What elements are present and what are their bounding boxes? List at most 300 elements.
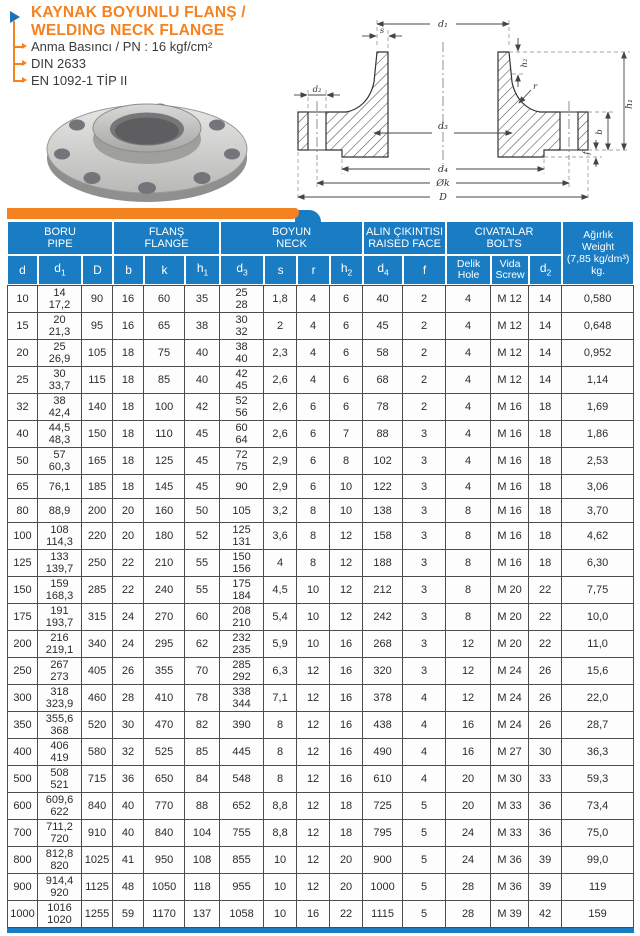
cell-line: 292	[232, 671, 251, 683]
cell-line: 1016	[47, 902, 72, 914]
cell-f: 2	[403, 367, 446, 394]
cell-k: 60	[144, 285, 185, 313]
col-header-h2	[330, 255, 363, 285]
cell-k: 270	[144, 604, 185, 631]
col-label: Delik	[456, 257, 481, 270]
cell-d3	[220, 367, 264, 394]
col-label-subscript: 2	[347, 267, 353, 278]
cell-d2: 14	[529, 313, 562, 340]
cell-delik-hole: 28	[446, 874, 491, 901]
cell-r: 4	[297, 285, 330, 313]
cell-line: 159	[50, 578, 69, 590]
cell-h1: 38	[185, 313, 220, 340]
cell-d2: 22	[529, 631, 562, 658]
col-label: k	[161, 263, 168, 277]
cell-s: 5,4	[264, 604, 297, 631]
cell-line: 1058	[229, 908, 254, 920]
cell-delik-hole: 24	[446, 847, 491, 874]
cell-vida-screw: M 16	[491, 475, 529, 499]
cell-d1	[38, 766, 82, 793]
cell-k: 840	[144, 820, 185, 847]
cell-vida-screw: M 33	[491, 820, 529, 847]
cell-d4: 900	[363, 847, 403, 874]
cell-line: 920	[50, 887, 69, 899]
cell-line: 855	[232, 854, 251, 866]
col-header-d	[7, 255, 38, 285]
label-s: s	[379, 26, 385, 36]
label-r: r	[532, 82, 538, 92]
cell-h1: 42	[185, 394, 220, 421]
cell-h1: 108	[185, 847, 220, 874]
cell-d1	[38, 475, 82, 499]
cell-delik-hole: 4	[446, 421, 491, 448]
cell-d4: 268	[363, 631, 403, 658]
cell-d2: 36	[529, 820, 562, 847]
cell-h1: 50	[185, 499, 220, 523]
cell-r: 4	[297, 313, 330, 340]
cell-d4: 158	[363, 523, 403, 550]
cell-line: 175	[232, 578, 251, 590]
tree-branch	[13, 80, 22, 82]
cell-line: 914,4	[45, 875, 74, 887]
cell-b: 18	[113, 475, 144, 499]
cell-k: 525	[144, 739, 185, 766]
cell-d4: 438	[363, 712, 403, 739]
cell-line: 90	[235, 480, 248, 493]
label-f: f	[582, 151, 592, 155]
cell-d1	[38, 577, 82, 604]
cell-vida-screw: M 20	[491, 604, 529, 631]
cell-D: 340	[82, 631, 113, 658]
cell-d: 10	[7, 285, 38, 313]
table-row	[7, 658, 634, 685]
cell-d1	[38, 820, 82, 847]
cell-f: 3	[403, 421, 446, 448]
cell-D: 250	[82, 550, 113, 577]
cell-d4: 610	[363, 766, 403, 793]
cell-d2: 18	[529, 475, 562, 499]
weight-header-line: (7,85 kg/dm³)	[566, 253, 630, 265]
cell-weight: 75,0	[562, 820, 634, 847]
cell-d4: 378	[363, 685, 403, 712]
cell-D: 165	[82, 448, 113, 475]
cell-k: 950	[144, 847, 185, 874]
cell-line: 323,9	[45, 698, 74, 710]
cell-s: 1,8	[264, 285, 297, 313]
cell-line: 219,1	[45, 644, 74, 656]
cell-d: 300	[7, 685, 38, 712]
cell-d3	[220, 766, 264, 793]
cell-weight: 10,0	[562, 604, 634, 631]
cell-line: 156	[232, 563, 251, 575]
cell-line: 14	[53, 287, 66, 299]
cell-s: 6,3	[264, 658, 297, 685]
cell-vida-screw: M 12	[491, 285, 529, 313]
cell-d4: 242	[363, 604, 403, 631]
cell-h2: 18	[330, 820, 363, 847]
cell-h2: 12	[330, 550, 363, 577]
cell-d2: 26	[529, 658, 562, 685]
col-label: Hole	[457, 269, 480, 281]
label-d2: d₂	[312, 85, 322, 95]
cell-D: 715	[82, 766, 113, 793]
arrow-right-icon	[22, 43, 27, 49]
cell-D: 185	[82, 475, 113, 499]
group-label-en: NECK	[276, 238, 307, 250]
cell-r: 12	[297, 793, 330, 820]
group-header-bolts	[446, 221, 562, 255]
cell-h2: 6	[330, 285, 363, 313]
col-label: h	[196, 260, 204, 275]
cell-vida-screw: M 16	[491, 394, 529, 421]
group-label-en: RAISED FACE	[368, 238, 441, 250]
cell-f: 3	[403, 658, 446, 685]
cell-h1: 45	[185, 448, 220, 475]
cell-d: 200	[7, 631, 38, 658]
cell-r: 12	[297, 712, 330, 739]
cell-D: 315	[82, 604, 113, 631]
cell-line: 344	[232, 698, 251, 710]
table-row	[7, 340, 634, 367]
col-header-k	[144, 255, 185, 285]
cell-d: 900	[7, 874, 38, 901]
table-row	[7, 394, 634, 421]
cell-delik-hole: 28	[446, 901, 491, 928]
cell-d3	[220, 475, 264, 499]
cell-h1: 40	[185, 367, 220, 394]
cell-b: 24	[113, 604, 144, 631]
cell-f: 4	[403, 712, 446, 739]
cell-d: 500	[7, 766, 38, 793]
cell-h2: 20	[330, 874, 363, 901]
cell-d4: 40	[363, 285, 403, 313]
cell-h2: 12	[330, 523, 363, 550]
cell-d2: 18	[529, 523, 562, 550]
cell-r: 12	[297, 658, 330, 685]
cell-r: 12	[297, 820, 330, 847]
cell-d2: 36	[529, 793, 562, 820]
table-row	[7, 847, 634, 874]
cell-d1	[38, 847, 82, 874]
table-row	[7, 313, 634, 340]
cell-line: 521	[50, 779, 69, 791]
cell-D: 140	[82, 394, 113, 421]
cell-b: 18	[113, 340, 144, 367]
cell-d2: 39	[529, 847, 562, 874]
cell-line: 273	[50, 671, 69, 683]
group-label-en: FLANGE	[144, 238, 189, 250]
cell-h1: 62	[185, 631, 220, 658]
cell-h1: 60	[185, 604, 220, 631]
cell-vida-screw: M 20	[491, 631, 529, 658]
cell-k: 75	[144, 340, 185, 367]
cell-d4: 122	[363, 475, 403, 499]
cell-D: 285	[82, 577, 113, 604]
cell-D: 115	[82, 367, 113, 394]
cell-d3	[220, 448, 264, 475]
cell-line: 168,3	[45, 590, 74, 602]
cell-d: 20	[7, 340, 38, 367]
cell-d: 400	[7, 739, 38, 766]
cell-b: 18	[113, 421, 144, 448]
cell-d4: 212	[363, 577, 403, 604]
cell-delik-hole: 8	[446, 523, 491, 550]
col-header-D	[82, 255, 113, 285]
cell-h2: 6	[330, 367, 363, 394]
cell-d2: 39	[529, 874, 562, 901]
cell-s: 7,1	[264, 685, 297, 712]
cell-line: 30	[235, 314, 248, 326]
cell-d3	[220, 631, 264, 658]
cell-line: 184	[232, 590, 251, 602]
col-header-r	[297, 255, 330, 285]
cell-vida-screw: M 16	[491, 421, 529, 448]
table-row	[7, 901, 634, 928]
cell-b: 59	[113, 901, 144, 928]
cell-h1: 55	[185, 550, 220, 577]
cell-d: 50	[7, 448, 38, 475]
cell-d1	[38, 685, 82, 712]
cell-d1	[38, 394, 82, 421]
cell-s: 8	[264, 739, 297, 766]
cell-D: 580	[82, 739, 113, 766]
cell-d3	[220, 340, 264, 367]
col-header-f	[403, 255, 446, 285]
cell-line: 406	[50, 740, 69, 752]
cell-d1	[38, 739, 82, 766]
cell-line: 42	[235, 368, 248, 380]
cell-d4: 138	[363, 499, 403, 523]
col-label-subscript: 1	[60, 267, 66, 278]
cell-d3	[220, 550, 264, 577]
cell-d2: 18	[529, 448, 562, 475]
cell-b: 16	[113, 285, 144, 313]
tree-branch	[13, 63, 22, 65]
cell-b: 24	[113, 631, 144, 658]
cell-k: 160	[144, 499, 185, 523]
cell-line: 76,1	[48, 480, 71, 493]
col-header-d2	[529, 255, 562, 285]
cell-b: 26	[113, 658, 144, 685]
cell-s: 2,9	[264, 475, 297, 499]
cell-d2: 18	[529, 550, 562, 577]
cell-line: 232	[232, 632, 251, 644]
cell-delik-hole: 16	[446, 739, 491, 766]
cell-h1: 88	[185, 793, 220, 820]
cell-r: 6	[297, 421, 330, 448]
cell-s: 2,9	[264, 448, 297, 475]
cell-d: 350	[7, 712, 38, 739]
col-label: d	[377, 260, 385, 275]
col-label-subscript: 2	[546, 267, 552, 278]
cell-f: 3	[403, 475, 446, 499]
cell-h1: 104	[185, 820, 220, 847]
cell-line: 267	[50, 659, 69, 671]
cell-vida-screw: M 12	[491, 313, 529, 340]
table-row	[7, 739, 634, 766]
cell-f: 3	[403, 577, 446, 604]
spec-item-en: EN 1092-1 TİP II	[31, 73, 128, 88]
table-row	[7, 448, 634, 475]
cell-d4: 102	[363, 448, 403, 475]
table-bottom-bar	[7, 928, 634, 933]
cell-delik-hole: 4	[446, 475, 491, 499]
cell-vida-screw: M 12	[491, 367, 529, 394]
cell-h2: 16	[330, 766, 363, 793]
cell-weight: 11,0	[562, 631, 634, 658]
cell-d1	[38, 712, 82, 739]
cell-vida-screw: M 30	[491, 766, 529, 793]
cell-vida-screw: M 16	[491, 523, 529, 550]
table-row	[7, 523, 634, 550]
col-header-weight	[562, 221, 634, 285]
table-row	[7, 604, 634, 631]
cell-h2: 7	[330, 421, 363, 448]
cell-delik-hole: 4	[446, 367, 491, 394]
cell-delik-hole: 20	[446, 766, 491, 793]
cell-line: 40	[235, 353, 248, 365]
cell-d3	[220, 523, 264, 550]
cell-line: 150	[232, 551, 251, 563]
cell-k: 210	[144, 550, 185, 577]
cell-line: 318	[50, 686, 69, 698]
cell-D: 90	[82, 285, 113, 313]
cell-D: 520	[82, 712, 113, 739]
cell-s: 10	[264, 874, 297, 901]
table-row	[7, 285, 634, 313]
cell-s: 8	[264, 766, 297, 793]
cell-d4: 78	[363, 394, 403, 421]
page-title	[31, 4, 246, 40]
cell-f: 3	[403, 550, 446, 577]
cell-b: 32	[113, 739, 144, 766]
cell-line: 26,9	[48, 353, 71, 365]
cell-h2: 10	[330, 499, 363, 523]
cell-d2: 18	[529, 421, 562, 448]
cell-d2: 14	[529, 285, 562, 313]
cell-line: 390	[232, 719, 251, 731]
cell-r: 12	[297, 739, 330, 766]
cell-d4: 1000	[363, 874, 403, 901]
cell-s: 10	[264, 901, 297, 928]
cell-D: 95	[82, 313, 113, 340]
cell-D: 460	[82, 685, 113, 712]
cell-f: 5	[403, 847, 446, 874]
cell-weight: 7,75	[562, 577, 634, 604]
cell-f: 2	[403, 394, 446, 421]
cell-b: 48	[113, 874, 144, 901]
cell-b: 18	[113, 367, 144, 394]
cell-weight: 99,0	[562, 847, 634, 874]
cell-weight: 6,30	[562, 550, 634, 577]
cell-d: 150	[7, 577, 38, 604]
cell-d3	[220, 394, 264, 421]
cell-d: 100	[7, 523, 38, 550]
cell-h1: 84	[185, 766, 220, 793]
cell-s: 2,6	[264, 421, 297, 448]
table-row	[7, 421, 634, 448]
cell-h2: 6	[330, 340, 363, 367]
cell-weight: 3,70	[562, 499, 634, 523]
cell-r: 6	[297, 475, 330, 499]
cell-line: 622	[50, 806, 69, 818]
cell-line: 652	[232, 800, 251, 812]
cell-line: 548	[232, 773, 251, 785]
cell-d: 800	[7, 847, 38, 874]
cell-d3	[220, 901, 264, 928]
cell-line: 38	[235, 341, 248, 353]
cell-d3	[220, 847, 264, 874]
cell-h2: 6	[330, 394, 363, 421]
cell-f: 5	[403, 901, 446, 928]
cell-r: 10	[297, 604, 330, 631]
cell-D: 220	[82, 523, 113, 550]
cell-r: 12	[297, 874, 330, 901]
cell-d1	[38, 901, 82, 928]
cell-line: 193,7	[45, 617, 74, 629]
cell-s: 10	[264, 847, 297, 874]
table-row	[7, 874, 634, 901]
col-label: h	[340, 260, 348, 275]
cell-weight: 73,4	[562, 793, 634, 820]
col-label: b	[125, 263, 132, 277]
cell-d1	[38, 793, 82, 820]
dimension-lines	[294, 24, 624, 197]
cell-r: 16	[297, 901, 330, 928]
cell-D: 1255	[82, 901, 113, 928]
cell-line: 32	[235, 326, 248, 338]
cell-vida-screw: M 39	[491, 901, 529, 928]
cell-delik-hole: 8	[446, 499, 491, 523]
spec-item-din: DIN 2633	[31, 56, 86, 71]
cell-delik-hole: 4	[446, 448, 491, 475]
cell-line: 38	[53, 395, 66, 407]
cell-d1	[38, 340, 82, 367]
cell-d4: 795	[363, 820, 403, 847]
cell-s: 8	[264, 712, 297, 739]
cell-r: 6	[297, 448, 330, 475]
cell-delik-hole: 4	[446, 313, 491, 340]
cell-d1	[38, 631, 82, 658]
cell-f: 3	[403, 448, 446, 475]
cell-h2: 16	[330, 712, 363, 739]
cell-delik-hole: 8	[446, 604, 491, 631]
cell-d2: 30	[529, 739, 562, 766]
cell-d4: 188	[363, 550, 403, 577]
cell-d: 15	[7, 313, 38, 340]
cell-line: 105	[232, 504, 251, 517]
cell-d: 700	[7, 820, 38, 847]
cell-h1: 52	[185, 523, 220, 550]
cell-line: 25	[53, 341, 66, 353]
cell-line: 75	[235, 461, 248, 473]
cell-weight: 1,86	[562, 421, 634, 448]
col-header-s	[264, 255, 297, 285]
cell-d2: 26	[529, 685, 562, 712]
cell-line: 33,7	[48, 380, 71, 392]
label-h2: h₂	[520, 58, 530, 68]
cell-vida-screw: M 16	[491, 550, 529, 577]
cell-vida-screw: M 16	[491, 499, 529, 523]
cell-line: 285	[232, 659, 251, 671]
cell-line: 30	[53, 368, 66, 380]
cell-r: 8	[297, 499, 330, 523]
flange-table	[7, 221, 634, 928]
cell-weight: 159	[562, 901, 634, 928]
cell-weight: 0,648	[562, 313, 634, 340]
cell-s: 2,3	[264, 340, 297, 367]
label-d3: d₃	[438, 121, 448, 132]
